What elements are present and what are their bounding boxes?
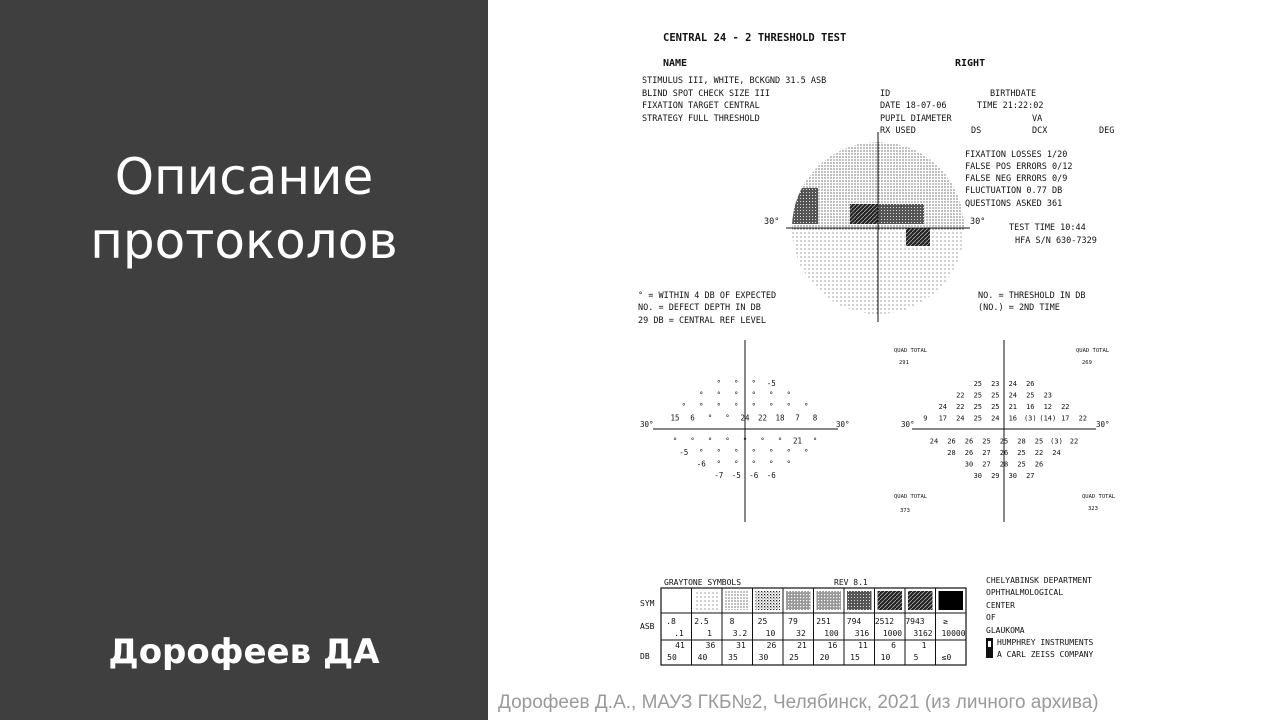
deviation-value: ° bbox=[769, 448, 774, 457]
deviation-value: ° bbox=[812, 436, 818, 446]
ds-label: DS bbox=[971, 126, 982, 136]
threshold-value: 28 bbox=[1017, 437, 1026, 446]
stimulus-line: STIMULUS III, WHITE, BCKGND 31.5 ASB bbox=[642, 76, 827, 86]
deviation-value: ° bbox=[734, 390, 739, 400]
threshold-value: 24 bbox=[991, 414, 1000, 423]
deviation-value: ° bbox=[786, 448, 792, 457]
institution-line-1: CHELYABINSK DEPARTMENT bbox=[986, 576, 1092, 585]
asb-lower: .1 bbox=[674, 629, 684, 638]
title-panel bbox=[0, 0, 488, 720]
graytone-swatch bbox=[786, 591, 811, 610]
quad-total-label-bl: QUAD TOTAL bbox=[894, 494, 928, 500]
deviation-value: -5 bbox=[679, 448, 689, 457]
threshold-plot bbox=[894, 340, 1116, 522]
db-lower: 20 bbox=[819, 653, 830, 662]
threshold-value: 25 bbox=[1034, 437, 1044, 446]
db-upper: 21 bbox=[797, 641, 807, 650]
threshold-value: 24 bbox=[1052, 449, 1061, 457]
deviation-value: -6 bbox=[749, 471, 759, 480]
fixation-target-line: FIXATION TARGET CENTRAL bbox=[642, 101, 760, 111]
asb-upper: .8 bbox=[666, 617, 676, 626]
test-date: DATE 18-07-06 bbox=[880, 101, 947, 111]
db-lower: 40 bbox=[697, 653, 708, 662]
graytone-swatch bbox=[908, 591, 933, 610]
test-time-of-day: TIME 21:22:02 bbox=[977, 101, 1044, 111]
deviation-value: ° bbox=[716, 459, 722, 469]
deviation-value: -5 bbox=[766, 379, 776, 388]
threshold-value: 22 bbox=[1078, 414, 1088, 423]
deg-label: DEG bbox=[1099, 126, 1115, 136]
threshold-value: 27 bbox=[1026, 472, 1035, 480]
title-line-2: протоколов bbox=[90, 212, 398, 270]
graytone-swatch bbox=[725, 591, 750, 610]
eye-label: RIGHT bbox=[955, 58, 986, 69]
quad-total-br: 323 bbox=[1088, 506, 1098, 512]
db-upper: 26 bbox=[766, 641, 777, 650]
deviation-value: ° bbox=[716, 402, 722, 411]
threshold-value: 27 bbox=[982, 449, 991, 457]
humphrey-logo-icon bbox=[986, 638, 993, 658]
threshold-value: 29 bbox=[991, 472, 1000, 480]
deviation-value: ° bbox=[699, 448, 704, 457]
deviation-value: 22 bbox=[757, 413, 768, 423]
deviation-value: ° bbox=[751, 448, 757, 457]
institution-line-5: GLAUKOMA bbox=[986, 626, 1025, 635]
deviation-value: ° bbox=[804, 448, 809, 457]
graytone-swatch bbox=[695, 591, 720, 610]
slide-title bbox=[0, 145, 488, 273]
asb-lower: 1000 bbox=[882, 629, 903, 638]
deviation-value: 8 bbox=[812, 413, 818, 423]
deviation-value: ° bbox=[716, 379, 722, 388]
deviation-value: ° bbox=[786, 402, 792, 411]
asb-upper: 7943 bbox=[905, 617, 925, 626]
db-lower: 10 bbox=[880, 653, 891, 662]
quad-total-tr: 269 bbox=[1082, 360, 1092, 366]
asb-lower: 10000 bbox=[941, 629, 966, 638]
threshold-value: 24 bbox=[1008, 380, 1018, 388]
asb-upper: 794 bbox=[846, 617, 862, 626]
threshold-value: 21 bbox=[1008, 403, 1018, 411]
axis-30-left: 30° bbox=[764, 217, 780, 227]
deviation-value: ° bbox=[707, 413, 713, 423]
deviation-value: ° bbox=[699, 402, 704, 411]
deviation-value: ° bbox=[734, 402, 739, 411]
db-lower: 35 bbox=[728, 653, 738, 662]
deviation-value: ° bbox=[734, 459, 739, 469]
graytone-swatch bbox=[817, 591, 842, 610]
db-upper: 31 bbox=[736, 641, 746, 650]
dev-axis-30-right: 30° bbox=[836, 420, 850, 429]
threshold-value: 17 bbox=[1061, 414, 1070, 423]
db-lower: 30 bbox=[758, 653, 769, 662]
legend-within: ° = WITHIN 4 DB OF EXPECTED bbox=[638, 291, 777, 301]
threshold-value: 22 bbox=[1034, 449, 1044, 457]
threshold-value: 26 bbox=[1034, 460, 1044, 469]
id-label: ID bbox=[880, 89, 891, 99]
threshold-value: 26 bbox=[999, 449, 1009, 457]
threshold-value: 28 bbox=[947, 449, 956, 457]
asb-lower: 32 bbox=[796, 629, 806, 638]
asb-upper: 251 bbox=[816, 617, 831, 626]
threshold-value: 30 bbox=[973, 472, 983, 480]
legend-defect: NO. = DEFECT DEPTH IN DB bbox=[638, 303, 761, 313]
humphrey-line-2: A CARL ZEISS COMPANY bbox=[997, 650, 1094, 659]
deviation-value: -6 bbox=[766, 471, 776, 480]
pupil-diameter: PUPIL DIAMETER bbox=[880, 114, 952, 124]
db-upper: 6 bbox=[891, 641, 896, 650]
deviation-value: ° bbox=[786, 459, 792, 469]
db-lower: 5 bbox=[913, 653, 919, 662]
deviation-value: ° bbox=[751, 379, 757, 388]
humphrey-line-1: HUMPHREY INSTRUMENTS bbox=[997, 638, 1094, 647]
deviation-value: ° bbox=[707, 436, 713, 446]
axis-30-right: 30° bbox=[970, 217, 986, 227]
deviation-value: 24 bbox=[740, 413, 750, 423]
threshold-value: 25 bbox=[991, 391, 1000, 400]
graytone-swatch bbox=[878, 591, 903, 610]
thr-axis-30-right: 30° bbox=[1096, 420, 1110, 429]
deviation-value: ° bbox=[690, 436, 695, 446]
threshold-value: 25 bbox=[973, 380, 983, 388]
deviation-value: 7 bbox=[795, 413, 800, 423]
title-line-1: Описание bbox=[114, 148, 374, 206]
threshold-value: 9 bbox=[923, 414, 928, 423]
strategy-line: STRATEGY FULL THRESHOLD bbox=[642, 114, 760, 124]
threshold-value: 25 bbox=[991, 403, 1000, 411]
deviation-value: 21 bbox=[792, 436, 803, 446]
deviation-value: ° bbox=[769, 390, 774, 400]
threshold-value: 30 bbox=[1008, 472, 1018, 480]
quad-total-tl: 291 bbox=[899, 360, 909, 366]
graytone-legend bbox=[640, 578, 966, 665]
threshold-value: 24 bbox=[1008, 391, 1018, 400]
asb-row-label: ASB bbox=[640, 622, 655, 631]
asb-upper: 2512 bbox=[874, 617, 895, 626]
hfa-serial: HFA S/N 630-7329 bbox=[1015, 236, 1097, 246]
db-lower: 50 bbox=[667, 653, 677, 662]
deviation-value: 15 bbox=[670, 413, 680, 423]
deviation-value: -5 bbox=[731, 471, 741, 480]
deviation-value: 6 bbox=[690, 413, 695, 423]
graytone-swatch bbox=[664, 591, 689, 610]
graytone-swatch bbox=[939, 591, 964, 610]
deviation-value: ° bbox=[769, 459, 774, 469]
visual-field-report bbox=[488, 0, 1280, 690]
deviation-value: ° bbox=[734, 379, 739, 388]
fixation-losses: FIXATION LOSSES 1/20 bbox=[965, 150, 1068, 160]
graytone-header: GRAYTONE SYMBOLS bbox=[664, 578, 742, 587]
quad-total-label-tl: QUAD TOTAL bbox=[894, 348, 928, 354]
threshold-value: (3) bbox=[1023, 414, 1037, 423]
deviation-value: -6 bbox=[696, 459, 706, 469]
threshold-value: 22 bbox=[1069, 437, 1079, 446]
dev-axis-30-left: 30° bbox=[640, 420, 654, 429]
deviation-value: ° bbox=[786, 390, 792, 400]
threshold-value: 25 bbox=[973, 391, 983, 400]
db-upper: 11 bbox=[858, 641, 868, 650]
deviation-value: ° bbox=[725, 413, 730, 423]
thr-axis-30-left: 30° bbox=[901, 420, 915, 429]
asb-lower: 100 bbox=[824, 629, 839, 638]
blind-spot-line: BLIND SPOT CHECK SIZE III bbox=[642, 89, 770, 99]
threshold-value: 26 bbox=[964, 437, 974, 446]
deviation-value: ° bbox=[751, 390, 757, 400]
graytone-field-map bbox=[786, 132, 970, 322]
institution-line-2: OPHTHALMOLOGICAL bbox=[986, 588, 1064, 597]
asb-upper: ≥ bbox=[943, 617, 948, 626]
db-upper: 16 bbox=[827, 641, 838, 650]
threshold-value: 25 bbox=[999, 437, 1009, 446]
false-pos-errors: FALSE POS ERRORS 0/12 bbox=[965, 162, 1073, 172]
test-duration: TEST TIME 10:44 bbox=[1009, 223, 1086, 233]
deviation-plot bbox=[640, 340, 850, 522]
asb-upper: 79 bbox=[788, 617, 798, 626]
deviation-value: ° bbox=[777, 436, 783, 446]
threshold-value: 16 bbox=[1026, 403, 1035, 411]
institution-line-4: OF bbox=[986, 613, 996, 622]
threshold-value: 17 bbox=[938, 414, 948, 423]
legend-second: (NO.) = 2ND TIME bbox=[978, 303, 1060, 313]
name-label: NAME bbox=[663, 58, 688, 69]
db-upper: 1 bbox=[921, 641, 927, 650]
deviation-value: ° bbox=[751, 459, 757, 469]
db-row-label: DB bbox=[640, 652, 650, 661]
threshold-value: 27 bbox=[982, 460, 991, 469]
threshold-value: 25 bbox=[973, 403, 983, 411]
deviation-value: -7 bbox=[714, 471, 724, 480]
author-name: Дорофеев ДА bbox=[108, 632, 380, 672]
rev-label: REV 8.1 bbox=[834, 578, 868, 587]
asb-lower: 10 bbox=[765, 629, 776, 638]
graytone-swatch bbox=[756, 591, 781, 610]
threshold-value: (14) bbox=[1039, 414, 1057, 423]
threshold-value: (3) bbox=[1050, 437, 1063, 446]
threshold-value: 28 bbox=[999, 460, 1009, 469]
quad-total-label-br: QUAD TOTAL bbox=[1082, 494, 1116, 500]
deviation-value: ° bbox=[804, 402, 809, 411]
threshold-value: 24 bbox=[956, 414, 965, 423]
legend-threshold: NO. = THRESHOLD IN DB bbox=[978, 291, 1086, 301]
graytone-swatch bbox=[847, 591, 872, 610]
threshold-value: 23 bbox=[991, 380, 1000, 388]
threshold-value: 25 bbox=[1026, 391, 1035, 400]
threshold-value: 30 bbox=[964, 460, 974, 469]
threshold-value: 25 bbox=[973, 414, 983, 423]
threshold-value: 26 bbox=[1026, 380, 1035, 388]
source-caption: Дорофеев Д.А., МАУЗ ГКБ№2, Челябинск, 2021 (из личного архива) bbox=[498, 692, 1099, 713]
fluctuation: FLUCTUATION 0.77 DB bbox=[965, 186, 1063, 196]
deviation-value: ° bbox=[716, 390, 722, 400]
deviation-value: ° bbox=[751, 402, 757, 411]
deviation-value: ° bbox=[672, 436, 678, 446]
deviation-value: ° bbox=[742, 436, 748, 446]
threshold-value: 24 bbox=[929, 437, 939, 446]
asb-lower: 316 bbox=[854, 629, 870, 638]
threshold-value: 23 bbox=[1043, 391, 1053, 400]
threshold-value: 22 bbox=[956, 391, 965, 400]
threshold-value: 12 bbox=[1043, 403, 1053, 411]
sym-row-label: SYM bbox=[640, 599, 655, 608]
asb-lower: 3.2 bbox=[732, 629, 748, 638]
threshold-value: 26 bbox=[947, 437, 956, 446]
threshold-value: 25 bbox=[1017, 449, 1026, 457]
asb-upper: 8 bbox=[729, 617, 735, 626]
deviation-value: ° bbox=[716, 448, 722, 457]
threshold-value: 24 bbox=[938, 403, 948, 411]
dcx-label: DCX bbox=[1032, 126, 1048, 136]
threshold-value: 26 bbox=[964, 449, 974, 457]
test-title: CENTRAL 24 - 2 THRESHOLD TEST bbox=[663, 32, 847, 44]
quad-total-bl: 373 bbox=[900, 508, 910, 514]
asb-lower: 1 bbox=[707, 629, 712, 638]
db-lower: 25 bbox=[789, 653, 799, 662]
db-lower: ≤0 bbox=[941, 653, 952, 662]
deviation-value: ° bbox=[699, 390, 704, 400]
db-lower: 15 bbox=[850, 653, 860, 662]
threshold-value: 25 bbox=[982, 437, 991, 446]
false-neg-errors: FALSE NEG ERRORS 0/9 bbox=[965, 174, 1068, 184]
rx-used: RX USED bbox=[880, 126, 916, 136]
legend-ref: 29 DB = CENTRAL REF LEVEL bbox=[638, 316, 766, 326]
db-upper: 36 bbox=[705, 641, 716, 650]
deviation-value: 18 bbox=[775, 413, 785, 423]
threshold-value: 16 bbox=[1008, 414, 1018, 423]
db-upper: 41 bbox=[675, 641, 685, 650]
threshold-value: 22 bbox=[1061, 403, 1070, 411]
asb-upper: 25 bbox=[757, 617, 768, 626]
quad-total-label-tr: QUAD TOTAL bbox=[1076, 348, 1110, 354]
deviation-value: ° bbox=[769, 402, 774, 411]
birthdate-label: BIRTHDATE bbox=[990, 89, 1037, 99]
asb-lower: 3162 bbox=[913, 629, 933, 638]
threshold-value: 22 bbox=[956, 403, 965, 411]
deviation-value: ° bbox=[725, 436, 730, 446]
deviation-value: ° bbox=[681, 402, 687, 411]
institution-line-3: CENTER bbox=[986, 601, 1015, 610]
asb-upper: 2.5 bbox=[694, 617, 709, 626]
threshold-value: 25 bbox=[1017, 460, 1026, 469]
deviation-value: ° bbox=[734, 448, 739, 457]
deviation-value: ° bbox=[760, 436, 765, 446]
va-label: VA bbox=[1032, 114, 1043, 124]
questions-asked: QUESTIONS ASKED 361 bbox=[965, 199, 1063, 209]
